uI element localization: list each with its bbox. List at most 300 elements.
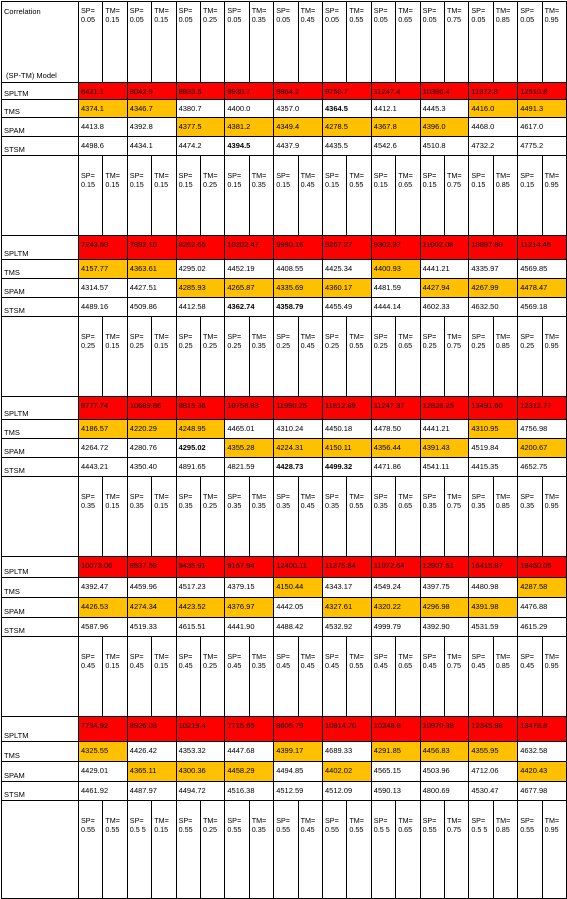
header-cell: TM=0.75	[447, 171, 462, 190]
data-cell: 16415.87	[469, 557, 517, 577]
data-cell: 4353.32	[177, 742, 225, 761]
data-cell: 4471.86	[372, 458, 420, 476]
header-cell: TM=0.45	[300, 6, 316, 25]
model-name: TMS	[4, 267, 20, 277]
grid-line-v	[420, 597, 421, 617]
grid-line-v	[273, 781, 274, 800]
data-cell: 4150.11	[323, 439, 371, 457]
header-cell: TM=0.35	[251, 652, 267, 671]
grid-line-v	[273, 316, 274, 396]
data-cell: 4498.6	[79, 137, 127, 155]
header-cell: SP=0.15	[129, 171, 144, 190]
grid-line-h	[1, 1, 567, 2]
grid-line-v	[420, 556, 421, 577]
grid-line-v	[542, 800, 543, 899]
grid-line-v	[517, 457, 518, 476]
data-cell: 4295.02	[177, 260, 225, 278]
data-cell: 4732.2	[469, 137, 517, 155]
data-cell: 4427.51	[128, 279, 176, 297]
data-cell: 4800.69	[421, 782, 469, 800]
grid-line-v	[78, 297, 79, 316]
grid-line-v	[127, 297, 128, 316]
grid-line-v	[176, 235, 177, 259]
data-cell: 4415.35	[469, 458, 517, 476]
header-cell: TM=0.15	[105, 492, 120, 511]
header-cell: SP=0.25	[325, 332, 339, 351]
grid-line-v	[322, 316, 323, 396]
grid-line-v	[517, 741, 518, 761]
grid-line-v	[200, 636, 201, 716]
data-cell: 9750.7	[323, 83, 371, 99]
header-cell: SP=0.35	[422, 492, 437, 511]
data-cell: 4402.02	[323, 762, 371, 781]
grid-line-v	[420, 396, 421, 419]
grid-line-v	[371, 155, 372, 235]
grid-line-v	[420, 259, 421, 278]
data-cell: 4542.6	[372, 137, 420, 155]
grid-line-v	[78, 636, 79, 716]
grid-line-v	[127, 577, 128, 597]
header-cell: SP=0.35	[520, 492, 535, 511]
grid-line-v	[322, 577, 323, 597]
grid-line-v	[468, 1, 469, 82]
grid-line-v	[1, 741, 2, 761]
grid-line-v	[371, 617, 372, 636]
grid-line-v	[176, 316, 177, 396]
data-cell: 10689.86	[128, 397, 176, 419]
data-cell: 4549.24	[372, 578, 420, 597]
grid-line-v	[102, 636, 103, 716]
data-cell: 4392.90	[421, 618, 469, 636]
grid-line-v	[224, 297, 225, 316]
grid-line-v	[224, 117, 225, 136]
grid-line-v	[78, 117, 79, 136]
header-cell: TM=0.15	[105, 6, 120, 25]
grid-line-v	[298, 1, 299, 82]
grid-line-v	[420, 136, 421, 155]
header-cell: TM=0.95	[544, 332, 560, 351]
grid-line-v	[420, 278, 421, 297]
grid-line-v	[273, 577, 274, 597]
grid-line-v	[395, 316, 396, 396]
grid-line-v	[127, 419, 128, 438]
grid-line-h	[1, 82, 567, 83]
grid-line-v	[127, 396, 128, 419]
grid-line-v	[249, 636, 250, 716]
header-cell: TM=0.55	[349, 492, 364, 511]
grid-line-v	[249, 800, 250, 899]
data-cell: 4150.44	[274, 578, 322, 597]
grid-line-v	[127, 235, 128, 259]
data-cell: 4441.21	[421, 420, 469, 438]
grid-line-v	[468, 438, 469, 457]
grid-line-v	[176, 741, 177, 761]
grid-line-v	[371, 278, 372, 297]
grid-line-v	[517, 419, 518, 438]
grid-line-v	[273, 800, 274, 899]
data-cell: 4456.83	[421, 742, 469, 761]
data-cell: 4413.8	[79, 118, 127, 136]
data-cell: 4412.58	[177, 298, 225, 316]
data-cell: 4677.98	[518, 782, 566, 800]
grid-line-v	[78, 82, 79, 99]
grid-line-v	[127, 556, 128, 577]
grid-line-v	[224, 99, 225, 117]
header-cell: TM=0.95	[544, 492, 560, 511]
grid-line-v	[102, 316, 103, 396]
header-cell: SP=0.05	[471, 6, 486, 25]
data-cell: 4425.34	[323, 260, 371, 278]
header-cell: SP=0.25	[422, 332, 437, 351]
header-cell: TM=0.45	[300, 171, 316, 190]
grid-line-v	[322, 117, 323, 136]
data-cell: 9167.94	[225, 557, 273, 577]
data-cell: 9435.91	[177, 557, 225, 577]
header-cell: TM=0.95	[544, 816, 560, 835]
header-cell: SP=0.35	[325, 492, 339, 511]
grid-line-v	[371, 556, 372, 577]
grid-line-v	[444, 636, 445, 716]
data-cell: 4517.23	[177, 578, 225, 597]
grid-line-h	[1, 396, 567, 397]
data-cell: 4481.59	[372, 279, 420, 297]
header-cell: SP=0.55	[81, 816, 95, 835]
grid-line-v	[224, 316, 225, 396]
header-cell: SP=0.25	[227, 332, 242, 351]
grid-line-v	[322, 781, 323, 800]
header-cell: SP=0.45	[129, 652, 144, 671]
grid-line-v	[444, 1, 445, 82]
grid-line-v	[78, 800, 79, 899]
data-cell: 4265.87	[225, 279, 273, 297]
grid-line-v	[420, 781, 421, 800]
grid-line-v	[322, 419, 323, 438]
grid-line-v	[517, 556, 518, 577]
grid-line-v	[420, 419, 421, 438]
data-cell: 4310.95	[469, 420, 517, 438]
data-cell: 11375.84	[323, 557, 371, 577]
header-cell: TM=0.75	[447, 332, 462, 351]
grid-line-v	[273, 617, 274, 636]
header-cell: SP=0.15	[422, 171, 437, 190]
data-cell: 4569.18	[518, 298, 566, 316]
header-cell: TM=0.55	[105, 816, 120, 835]
grid-line-v	[371, 82, 372, 99]
header-cell: SP=0.25	[471, 332, 486, 351]
data-cell: 4335.69	[274, 279, 322, 297]
data-cell: 4476.88	[518, 598, 566, 617]
grid-line-v	[1, 297, 2, 316]
grid-line-v	[127, 617, 128, 636]
grid-line-v	[102, 800, 103, 899]
grid-line-v	[322, 438, 323, 457]
grid-line-v	[273, 235, 274, 259]
grid-line-v	[420, 741, 421, 761]
header-cell: TM=0.15	[154, 171, 169, 190]
grid-line-v	[322, 597, 323, 617]
grid-line-v	[176, 419, 177, 438]
data-cell: 4478.50	[372, 420, 420, 438]
grid-line-v	[224, 617, 225, 636]
grid-line-v	[322, 278, 323, 297]
data-cell: 10202.47	[225, 236, 273, 259]
grid-line-v	[420, 577, 421, 597]
grid-line-v	[224, 597, 225, 617]
grid-line-v	[517, 597, 518, 617]
model-name: STSM	[4, 305, 25, 315]
data-cell: 4532.92	[323, 618, 371, 636]
grid-line-v	[249, 1, 250, 82]
grid-line-v	[298, 316, 299, 396]
data-cell: 12828.25	[421, 397, 469, 419]
grid-line-v	[273, 741, 274, 761]
data-cell: 4367.8	[372, 118, 420, 136]
grid-line-v	[1, 136, 2, 155]
data-cell: 13491.60	[469, 397, 517, 419]
data-cell: 4296.98	[421, 598, 469, 617]
grid-line-v	[468, 781, 469, 800]
grid-line-v	[127, 761, 128, 781]
data-cell: 4565.15	[372, 762, 420, 781]
grid-line-h	[1, 617, 567, 618]
model-name: SPLTM	[4, 248, 29, 258]
data-cell: 4394.5	[225, 137, 273, 155]
data-cell: 4510.8	[421, 137, 469, 155]
model-name: STSM	[4, 465, 25, 475]
data-cell: 4452.19	[225, 260, 273, 278]
grid-line-v	[468, 99, 469, 117]
grid-line-v	[371, 741, 372, 761]
data-cell: 11972.8	[469, 83, 517, 99]
header-cell: SP=0.45	[471, 652, 486, 671]
grid-line-v	[468, 259, 469, 278]
grid-line-v	[176, 617, 177, 636]
grid-line-v	[78, 396, 79, 419]
data-cell: 4314.57	[79, 279, 127, 297]
data-cell: 4376.97	[225, 598, 273, 617]
grid-line-v	[249, 476, 250, 556]
data-cell: 4400.93	[372, 260, 420, 278]
header-cell: SP=0.55	[227, 816, 242, 835]
grid-line-v	[517, 577, 518, 597]
header-cell: SP=0.05	[129, 6, 144, 25]
grid-line-v	[517, 297, 518, 316]
data-cell: 4494.85	[274, 762, 322, 781]
grid-line-h	[1, 781, 567, 782]
grid-line-v	[1, 716, 2, 741]
header-cell: TM=0.25	[203, 492, 218, 511]
data-cell: 4374.1	[79, 100, 127, 117]
grid-line-v	[322, 155, 323, 235]
data-cell: 4364.5	[323, 100, 371, 117]
model-name: SPAM	[4, 125, 25, 135]
header-cell: SP=0.15	[471, 171, 486, 190]
grid-line-v	[517, 235, 518, 259]
model-name: SPAM	[4, 770, 25, 780]
header-cell: TM=0.25	[203, 652, 218, 671]
data-cell: 4397.75	[421, 578, 469, 597]
data-cell: 10073.06	[79, 557, 127, 577]
grid-line-v	[542, 1, 543, 82]
data-cell: 4474.2	[177, 137, 225, 155]
grid-line-v	[176, 716, 177, 741]
grid-line-v	[1, 1, 2, 82]
grid-line-v	[1, 316, 2, 396]
grid-line-v	[371, 716, 372, 741]
grid-line-v	[127, 476, 128, 556]
header-cell: TM=0.15	[105, 652, 120, 671]
data-cell: 4615.51	[177, 618, 225, 636]
header-cell: TM=0.75	[447, 816, 462, 835]
grid-line-v	[517, 316, 518, 396]
header-cell: TM=0.25	[203, 6, 218, 25]
grid-line-v	[468, 117, 469, 136]
grid-line-v	[78, 235, 79, 259]
grid-line-v	[127, 457, 128, 476]
grid-line-v	[517, 800, 518, 899]
grid-line-v	[517, 636, 518, 716]
data-cell: 12312.77	[518, 397, 566, 419]
data-cell: 8537.59	[128, 557, 176, 577]
grid-line-v	[517, 781, 518, 800]
grid-line-v	[395, 800, 396, 899]
data-cell: 4416.0	[469, 100, 517, 117]
grid-line-v	[371, 761, 372, 781]
data-cell: 4285.93	[177, 279, 225, 297]
grid-line-v	[322, 716, 323, 741]
model-name: SPLTM	[4, 408, 29, 418]
grid-line-v	[371, 259, 372, 278]
grid-line-v	[371, 419, 372, 438]
data-cell: 4420.43	[518, 762, 566, 781]
data-cell: 4617.0	[518, 118, 566, 136]
header-cell: SP=0.45	[227, 652, 242, 671]
header-cell: SP=0.15	[227, 171, 242, 190]
grid-line-v	[322, 617, 323, 636]
header-cell: SP=0.5 5	[471, 816, 488, 835]
grid-line-v	[127, 259, 128, 278]
data-cell: 4408.55	[274, 260, 322, 278]
data-cell: 4360.17	[323, 279, 371, 297]
grid-line-v	[517, 476, 518, 556]
header-cell: TM=0.65	[398, 171, 413, 190]
grid-line-v	[78, 419, 79, 438]
data-cell: 4274.34	[128, 598, 176, 617]
header-cell: TM=0.75	[447, 492, 462, 511]
data-cell: 4487.97	[128, 782, 176, 800]
data-cell: 4437.9	[274, 137, 322, 155]
data-cell: 4602.33	[421, 298, 469, 316]
grid-line-v	[346, 316, 347, 396]
header-cell: SP=0.15	[520, 171, 535, 190]
grid-line-v	[346, 800, 347, 899]
grid-line-v	[468, 155, 469, 235]
data-cell: 4516.38	[225, 782, 273, 800]
data-cell: 4392.47	[79, 578, 127, 597]
data-cell: 4380.7	[177, 100, 225, 117]
data-cell: 4287.58	[518, 578, 566, 597]
grid-line-v	[468, 136, 469, 155]
grid-line-v	[468, 235, 469, 259]
grid-line-v	[1, 396, 2, 419]
grid-line-v	[127, 1, 128, 82]
grid-line-v	[420, 438, 421, 457]
grid-line-h	[1, 636, 567, 637]
data-cell: 4489.16	[79, 298, 127, 316]
data-cell: 4291.85	[372, 742, 420, 761]
grid-line-v	[176, 99, 177, 117]
grid-line-v	[517, 278, 518, 297]
data-cell: 4399.17	[274, 742, 322, 761]
grid-line-h	[1, 259, 567, 260]
grid-line-v	[322, 636, 323, 716]
header-cell: TM=0.55	[349, 652, 364, 671]
header-cell: SP=0.35	[81, 492, 95, 511]
grid-line-v	[273, 155, 274, 235]
data-cell: 10758.83	[225, 397, 273, 419]
header-cell: SP=0.05	[422, 6, 437, 25]
grid-line-v	[468, 476, 469, 556]
data-cell: 8421.1	[79, 83, 127, 99]
data-cell: 12345.98	[469, 717, 517, 741]
data-cell: 11214.45	[518, 236, 566, 259]
grid-line-v	[517, 438, 518, 457]
grid-line-v	[420, 155, 421, 235]
grid-line-v	[176, 297, 177, 316]
grid-line-v	[151, 316, 152, 396]
grid-line-v	[224, 396, 225, 419]
grid-line-v	[176, 438, 177, 457]
header-cell: TM=0.35	[251, 816, 267, 835]
grid-line-v	[127, 597, 128, 617]
grid-line-v	[151, 476, 152, 556]
grid-line-v	[298, 476, 299, 556]
grid-line-v	[127, 741, 128, 761]
data-cell: 4391.98	[469, 598, 517, 617]
grid-line-v	[371, 117, 372, 136]
data-cell: 9990.16	[274, 236, 322, 259]
grid-line-v	[224, 636, 225, 716]
grid-line-v	[371, 316, 372, 396]
data-cell: 4220.29	[128, 420, 176, 438]
header-cell: TM=0.15	[105, 332, 120, 351]
data-cell: 4443.21	[79, 458, 127, 476]
data-cell: 11247.4	[372, 83, 420, 99]
grid-line-v	[273, 716, 274, 741]
header-cell: TM=0.75	[447, 6, 462, 25]
header-cell: SP=0.55	[276, 816, 291, 835]
grid-line-v	[273, 1, 274, 82]
grid-line-v	[224, 476, 225, 556]
header-cell: SP=0.55	[520, 816, 535, 835]
grid-line-v	[322, 761, 323, 781]
grid-line-v	[78, 781, 79, 800]
grid-line-v	[493, 155, 494, 235]
model-label: (SP-TM) Model	[6, 71, 57, 80]
data-cell: 12510.8	[518, 83, 566, 99]
grid-line-h	[1, 278, 567, 279]
grid-line-v	[420, 716, 421, 741]
grid-line-v	[517, 259, 518, 278]
model-name: STSM	[4, 625, 25, 635]
data-cell: 4264.72	[79, 439, 127, 457]
data-cell: 4441.21	[421, 260, 469, 278]
grid-line-v	[1, 556, 2, 577]
header-cell: SP=0.15	[325, 171, 339, 190]
data-cell: 4587.96	[79, 618, 127, 636]
header-cell: TM=0.15	[154, 816, 169, 835]
data-cell: 13478.8	[518, 717, 566, 741]
